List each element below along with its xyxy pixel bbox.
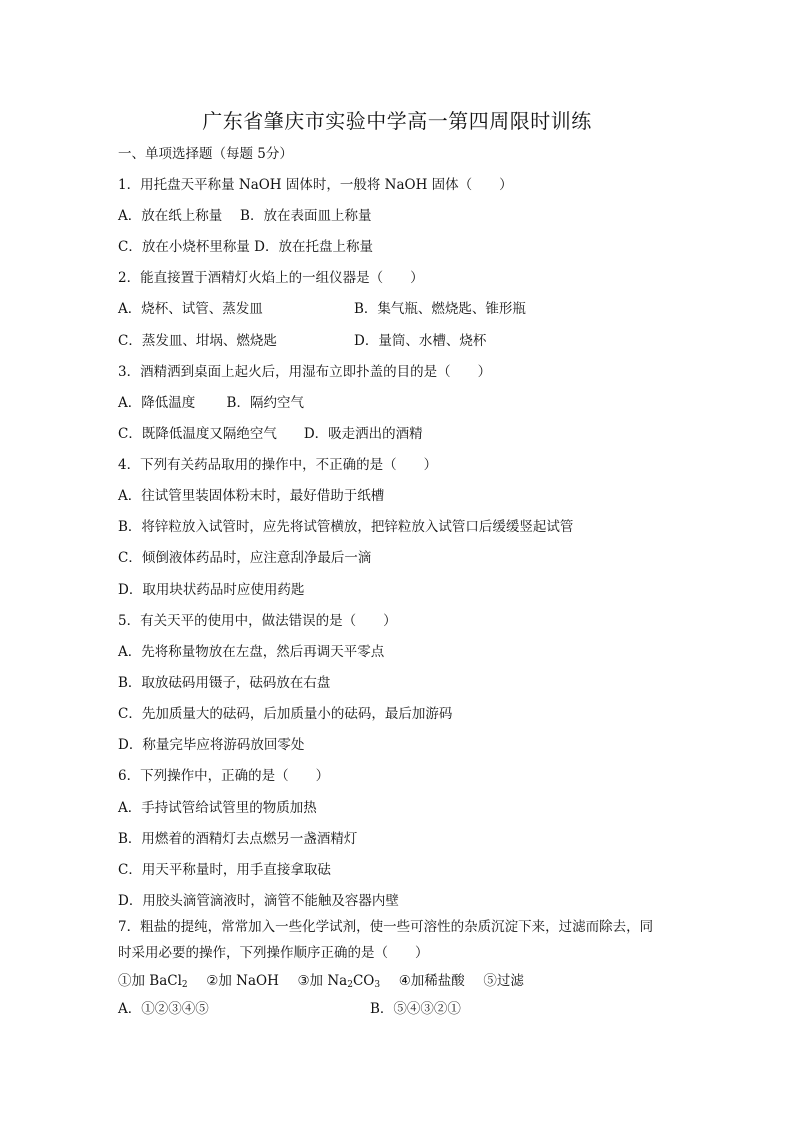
question-7-stem-line-2: 时采用必要的操作，下列操作顺序正确的是（ ） [118,945,429,961]
question-4-option-b: B．将锌粒放入试管时，应先将试管横放，把锌粒放入试管口后缓缓竖起试管 [118,519,574,535]
question-5-option-b: B．取放砝码用镊子，砝码放在右盘 [118,675,331,691]
question-2-option-b: B．集气瓶、燃烧匙、锥形瓶 [354,301,526,317]
question-7-steps [118,972,524,994]
question-4-option-d: D．取用块状药品时应使用药匙 [118,582,305,598]
step-5: ⑤过滤 [483,973,524,989]
question-2-stem: 2．能直接置于酒精灯火焰上的一组仪器是（ ） [118,270,424,286]
question-1-options-cd: C．放在小烧杯里称量 D．放在托盘上称量 [118,239,373,255]
question-3-options-cd: C．既降低温度又隔绝空气 D．吸走洒出的酒精 [118,426,423,442]
question-4-option-a: A．往试管里装固体粉末时，最好借助于纸槽 [118,488,385,504]
question-7-option-a: A．①②③④⑤ [118,1001,209,1017]
question-6-stem: 6．下列操作中，正确的是（ ） [118,768,330,784]
step-4: ④加稀盐酸 [398,973,465,989]
step-3: ③加 $Na_2CO_3$ [297,973,381,990]
section-heading: 一、单项选择题（每题 5分） [118,146,293,162]
question-1-stem: 1．用托盘天平称量 NaOH 固体时，一般将 NaOH 固体（ ） [118,177,513,193]
question-5-option-a: A．先将称量物放在左盘，然后再调天平零点 [118,644,385,660]
question-4-stem: 4．下列有关药品取用的操作中，不正确的是（ ） [118,457,438,473]
question-5-stem: 5．有关天平的使用中，做法错误的是（ ） [118,613,397,629]
question-4-option-c: C．倾倒液体药品时，应注意刮净最后一滴 [118,550,372,566]
question-1-options-ab: A．放在纸上称量 B．放在表面皿上称量 [118,208,372,224]
question-6-option-a: A．手持试管给试管里的物质加热 [118,800,317,816]
question-2-option-d: D．量筒、水槽、烧杯 [354,333,487,349]
question-3-stem: 3．酒精洒到桌面上起火后，用湿布立即扑盖的目的是（ ） [118,364,492,380]
question-5-option-c: C．先加质量大的砝码，后加质量小的砝码，最后加游码 [118,706,453,722]
question-2-option-c: C．蒸发皿、坩埚、燃烧匙 [118,333,277,349]
question-2-option-a: A．烧杯、试管、蒸发皿 [118,301,263,317]
question-6-option-d: D．用胶头滴管滴液时，滴管不能触及容器内壁 [118,893,399,909]
question-3-options-ab: A．降低温度 B．隔约空气 [118,395,304,411]
question-7-stem-line-1: 7．粗盐的提纯，常常加入一些化学试剂，使一些可溶性的杂质沉淀下来，过滤而除去，同 [118,919,654,935]
question-6-option-b: B．用燃着的酒精灯去点燃另一盏酒精灯 [118,831,358,847]
question-7-option-b: B．⑤④③②① [370,1001,461,1017]
step-2: ②加 NaOH [206,973,279,989]
question-6-option-c: C．用天平称量时，用手直接拿取砝 [118,862,331,878]
question-5-option-d: D．称量完毕应将游码放回零处 [118,737,305,753]
page-title: 广东省肇庆市实验中学高一第四周限时训练 [202,109,592,133]
step-1: ①加 BaCl$_2$ [118,973,188,990]
